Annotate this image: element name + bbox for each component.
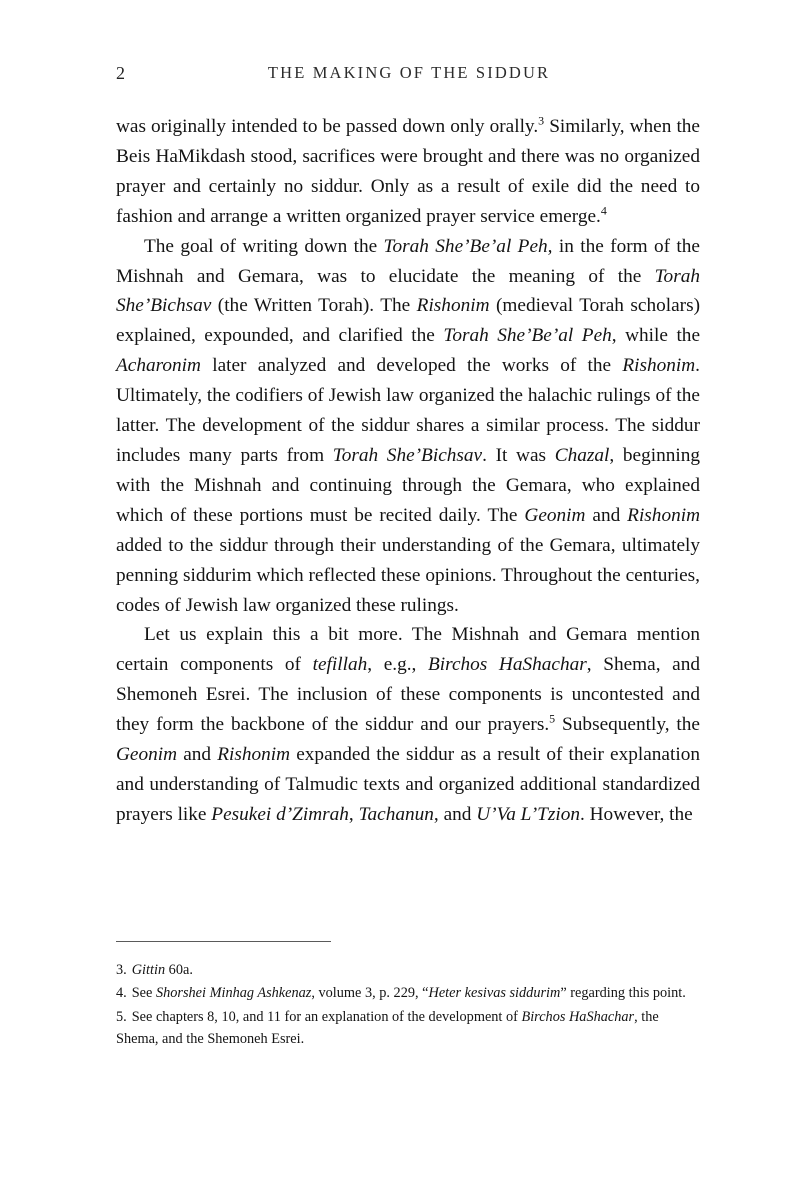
italic-term: Rishonim — [627, 504, 701, 526]
text-run: 60a. — [165, 962, 193, 978]
text-run: (the Written Torah). The — [211, 295, 417, 317]
italic-term: Geonim — [524, 504, 586, 526]
italic-term: Heter kesivas siddurim — [428, 985, 561, 1002]
footnote-4 — [116, 982, 700, 1004]
text-run: See chapters 8, 10, and 11 for an explanation of the development of — [131, 1008, 522, 1025]
text-run: in the form of the Mishnah and Gemara, was to elucidate the meaning of the — [116, 235, 700, 287]
italic-term: Geonim — [116, 744, 178, 766]
footnote-reference: 3 — [538, 113, 545, 128]
footnote-list — [116, 959, 700, 1051]
italic-term: Torah She’Be’al Peh, — [383, 235, 553, 257]
italic-term: Birchos HaShachar — [521, 1008, 635, 1025]
page-number: 2 — [116, 63, 125, 83]
text-run: ” regarding this point. — [560, 985, 686, 1002]
text-run: , volume 3, p. 229, “ — [311, 985, 429, 1002]
text-run: . Ultimately, the codifiers of Jewish law organized the halachic rulings of the latter. The development of the siddur shares a similar process. The siddur includes many parts from — [116, 355, 700, 466]
text-run: Let us explain this a bit more. The Mishnah and Gemara mention certain components of — [116, 624, 700, 676]
text-run: , beginning with the Mishnah and continuing through the Gemara, who explained which of these portions must be recited daily. The — [116, 444, 700, 526]
italic-term: Gittin — [131, 962, 166, 978]
italic-term: Rishonim — [622, 355, 696, 377]
footnotes-section — [116, 941, 700, 1052]
footnote-number: 5. — [116, 1008, 127, 1025]
italic-term: Acharonim — [116, 355, 201, 377]
italic-term: Rishonim — [217, 744, 291, 766]
para-3 — [116, 620, 700, 829]
italic-term: tefillah — [312, 654, 368, 676]
text-run: , while the — [611, 325, 700, 347]
footnote-number: 4. — [116, 985, 127, 1002]
text-run: added to the siddur through their understanding of the Gemara, ultimately penning siddurim which reflected these opinions. Throughout the centuries, codes of Jewish law organized these rulings. — [116, 534, 700, 616]
body-text-column — [116, 112, 700, 830]
text-run: , — [348, 803, 359, 825]
italic-term: Torah She’Bichsav — [116, 265, 700, 317]
text-run: See — [131, 985, 156, 1002]
para-2 — [116, 232, 700, 621]
text-run: , the Shema, and the Shemoneh Esrei. — [116, 1008, 659, 1048]
italic-term: Rishonim — [416, 295, 490, 317]
text-run: , and — [433, 803, 477, 825]
italic-term: Pesukei d’Zimrah — [211, 803, 349, 825]
italic-term: Birchos HaShachar — [428, 654, 587, 676]
text-run: was originally intended to be passed down only orally. — [116, 116, 539, 137]
running-head — [116, 60, 700, 86]
text-run: , e.g., — [367, 654, 429, 676]
italic-term: Tachanun — [358, 803, 434, 825]
text-run: later analyzed and developed the works of the — [200, 355, 623, 377]
text-run: The goal of writing down the — [144, 235, 384, 257]
italic-term: Torah She’Be’al Peh — [443, 325, 612, 347]
text-run: (medieval Torah scholars) explained, expounded, and clarified the — [116, 295, 700, 347]
text-run: and — [177, 744, 218, 766]
footnote-reference: 5 — [549, 711, 556, 726]
text-run: . It was — [482, 444, 555, 466]
italic-term: Torah She’Bichsav — [332, 444, 483, 466]
text-run: . However, the — [579, 803, 693, 825]
para-1 — [116, 112, 700, 232]
text-run: expanded the siddur as a result of their explanation and understanding of Talmudic texts and organized additional standardized prayers like — [116, 744, 700, 825]
footnote-5 — [116, 1006, 700, 1051]
italic-term: Chazal — [554, 444, 610, 466]
text-run: and — [585, 504, 628, 526]
text-run: Subsequently, the — [555, 714, 700, 736]
text-run: , Shema, and Shemoneh Esrei. The inclusion of these components is uncontested and they form the backbone of the siddur and our prayers. — [116, 654, 701, 736]
running-head-title: THE MAKING OF THE SIDDUR — [267, 63, 551, 82]
italic-term: Shorshei Minhag Ashkenaz — [155, 985, 312, 1002]
footnote-3 — [116, 959, 700, 981]
text-run: Similarly, when the Beis HaMikdash stood, sacrifices were brought and there was no organized prayer and certainly no siddur. Only as a result of exile did the need to fashion and arrange a written organized prayer service emerge. — [116, 116, 700, 227]
footnote-number: 3. — [116, 962, 127, 978]
italic-term: U’Va L’Tzion — [476, 803, 580, 825]
footnote-separator-rule — [116, 941, 331, 942]
footnote-reference: 4 — [600, 203, 607, 218]
